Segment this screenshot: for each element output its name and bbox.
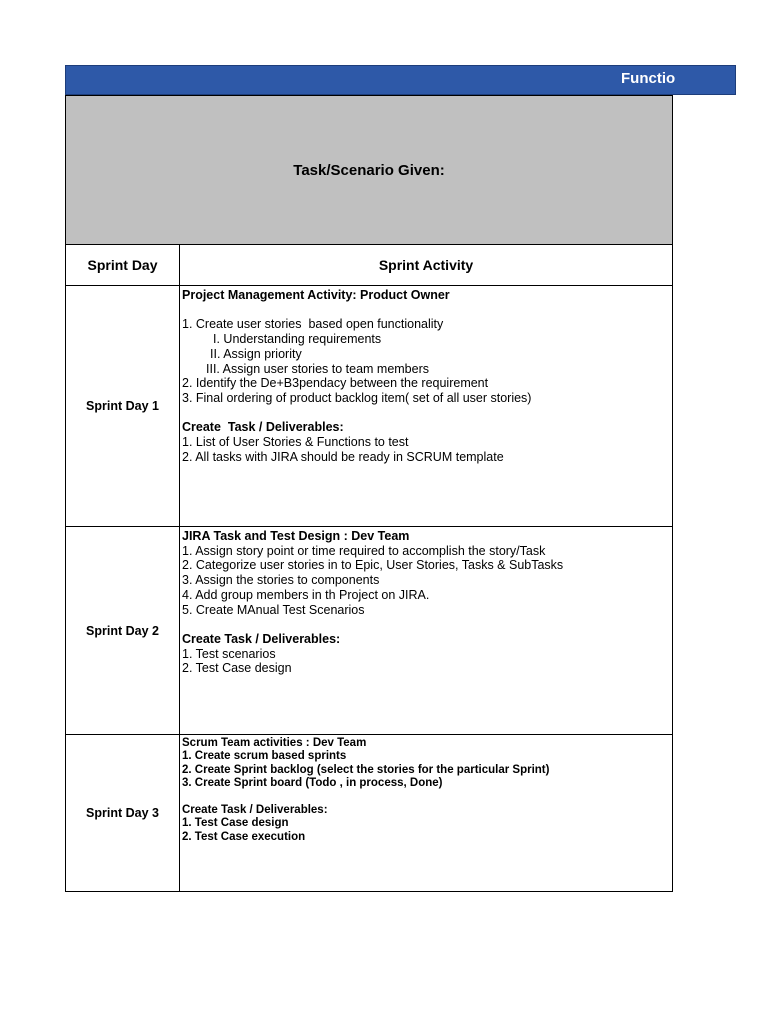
blank-line (182, 791, 670, 804)
scenario-cell[interactable] (66, 96, 673, 245)
deliverable-item: 1. List of User Stories & Functions to test (182, 435, 409, 449)
activity-item: 3. Create Sprint board (Todo , in process, Done) (182, 777, 443, 790)
banner-title: Functio (621, 70, 676, 87)
sprint-day-cell[interactable]: Sprint Day 3 (66, 735, 180, 892)
sprint-row-3 (66, 735, 673, 892)
deliverable-item: 2. Test Case design (182, 661, 292, 676)
sprint-row-2 (66, 527, 673, 735)
header-banner (65, 65, 736, 95)
deliverable-item: 2. All tasks with JIRA should be ready in SCRUM template (182, 449, 504, 464)
scenario-row (66, 96, 673, 245)
header-sprint-day[interactable]: Sprint Day (66, 245, 180, 286)
activity-subitem: I. Understanding requirements (213, 332, 382, 347)
header-sprint-activity[interactable]: Sprint Activity (180, 245, 673, 286)
activity-item: 2. Categorize user stories in to Epic, User Stories, Tasks & SubTasks (182, 558, 564, 573)
activity-heading: Project Management Activity: Product Owner (182, 288, 450, 302)
header-row (66, 245, 673, 286)
activity-item: 4. Add group members in th Project on JIRA. (182, 587, 430, 602)
activity-item: 2. Create Sprint backlog (select the stories for the particular Sprint) (182, 763, 550, 776)
activity-item: 3. Final ordering of product backlog item( set of all user stories) (182, 390, 532, 405)
sprint-activity-cell[interactable] (180, 527, 673, 735)
activity-heading: Scrum Team activities : Dev Team (182, 737, 367, 749)
sprint-day-cell[interactable]: Sprint Day 2 (66, 527, 180, 735)
activity-item: 5. Create MAnual Test Scenarios (182, 602, 365, 617)
deliverable-item: 1. Test scenarios (182, 646, 276, 661)
blank-line (182, 617, 670, 632)
activity-heading: JIRA Task and Test Design : Dev Team (182, 529, 410, 543)
sprint-activity-cell[interactable] (180, 286, 673, 527)
activity-subitem: III. Assign user stories to team members (206, 361, 429, 376)
activity-item: 1. Assign story point or time required to accomplish the story/Task (182, 543, 546, 558)
deliverables-heading: Create Task / Deliverables: (182, 804, 328, 817)
sprint-row-1 (66, 286, 673, 527)
activity-item: 1. Create scrum based sprints (182, 750, 347, 763)
activity-item: 2. Identify the De+B3pendacy between the requirement (182, 376, 489, 391)
activity-item: 3. Assign the stories to components (182, 573, 380, 588)
deliverable-item: 2. Test Case execution (182, 830, 306, 843)
deliverables-heading: Create Task / Deliverables: (182, 631, 341, 646)
blank-line (182, 406, 670, 421)
sprint-day-cell[interactable]: Sprint Day 1 (66, 286, 180, 527)
sprint-table (65, 95, 673, 892)
blank-line (182, 303, 670, 318)
deliverables-heading: Create Task / Deliverables: (182, 420, 344, 435)
scenario-label: Task/Scenario Given: (293, 161, 445, 179)
sprint-activity-cell[interactable] (180, 735, 673, 892)
activity-item: 1. Create user stories based open functionality (182, 317, 444, 332)
activity-subitem: II. Assign priority (210, 346, 302, 361)
deliverable-item: 1. Test Case design (182, 817, 289, 830)
